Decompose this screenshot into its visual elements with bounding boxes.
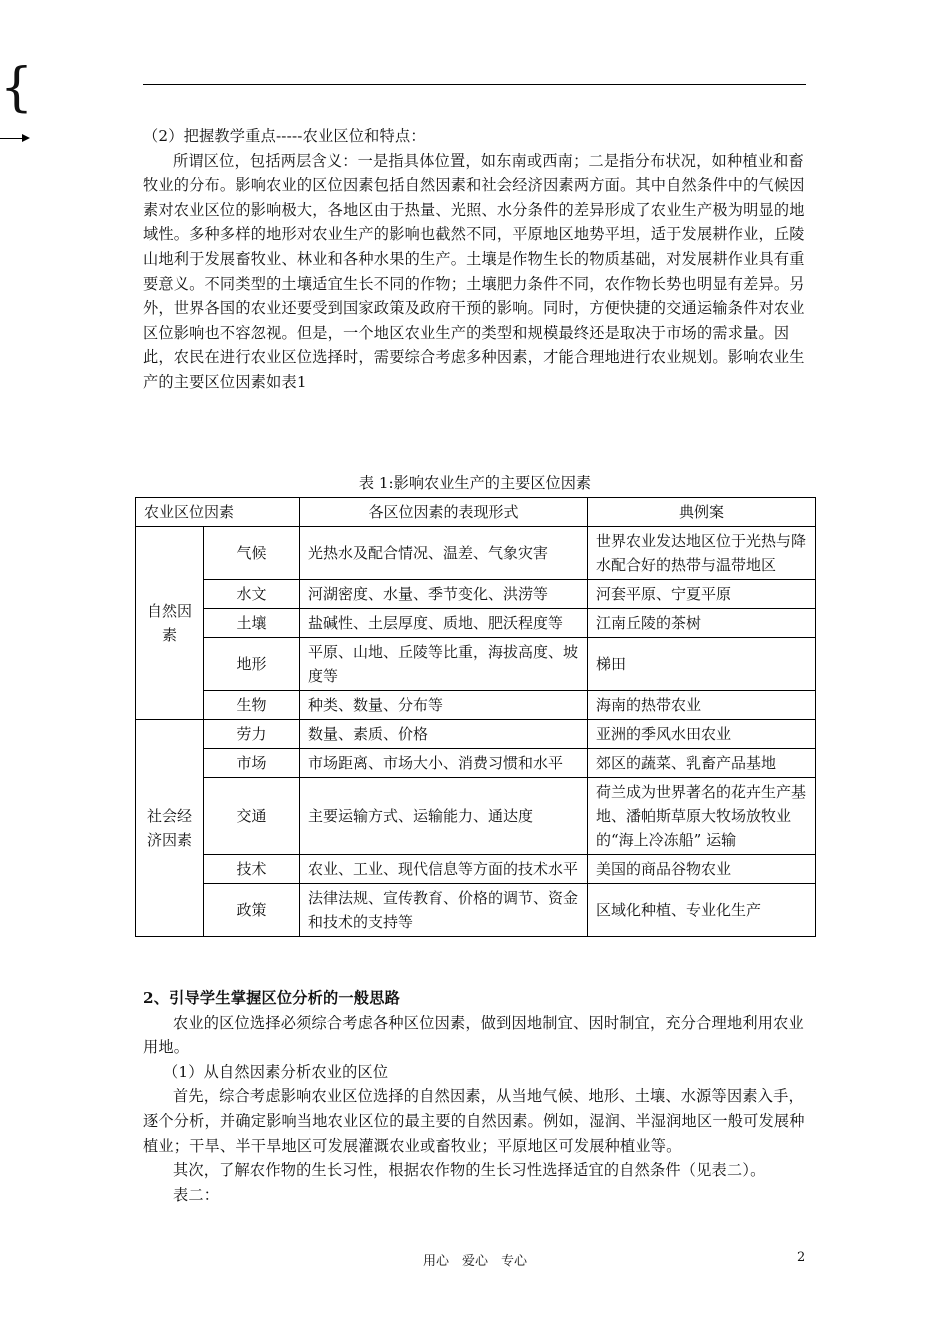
form-cell: 光热水及配合情况、温差、气象灾害: [300, 527, 588, 580]
example-cell: 世界农业发达地区位于光热与降水配合好的热带与温带地区: [588, 527, 816, 580]
factor-cell: 生物: [204, 691, 300, 720]
form-cell: 法律法规、宣传教育、价格的调节、资金和技术的支持等: [300, 884, 588, 937]
table2-label: 表二：: [173, 1185, 220, 1204]
example-cell: 河套平原、宁夏平原: [588, 580, 816, 609]
table-row: [136, 527, 816, 580]
header-example: 典例案: [588, 498, 816, 527]
header-rule: [143, 84, 806, 85]
factor-cell: 地形: [204, 638, 300, 691]
example-cell: 亚洲的季风水田农业: [588, 720, 816, 749]
example-cell: 美国的商品谷物农业: [588, 855, 816, 884]
form-cell: 平原、山地、丘陵等比重，海拔高度、坡度等: [300, 638, 588, 691]
section2-paragraph: 农业的区位选择必须综合考虑各种区位因素，做到因地制宜、因时制宜，充分合理地利用农业用地。: [143, 1013, 804, 1057]
factor-cell: 政策: [204, 884, 300, 937]
section2: [143, 986, 813, 1207]
table1-caption: 表 1:影响农业生产的主要区位因素: [358, 474, 592, 492]
example-cell: 海南的热带农业: [588, 691, 816, 720]
brace-mark: {: [0, 58, 34, 118]
factor-cell: 水文: [204, 580, 300, 609]
form-cell: 市场距离、市场大小、消费习惯和水平: [300, 749, 588, 778]
table-row: [136, 884, 816, 937]
section2-para-second: 其次，了解农作物的生长习性，根据农作物的生长习性选择适宜的自然条件（见表二）。: [173, 1161, 766, 1180]
table-row: [136, 855, 816, 884]
example-cell: 郊区的蔬菜、乳畜产品基地: [588, 749, 816, 778]
section2-heading: 2、引导学生掌握区位分析的一般思路: [143, 989, 400, 1007]
footer-motto: 用心 爱心 专心: [422, 1254, 527, 1269]
header-factor: 农业区位因素: [136, 498, 300, 527]
form-cell: 农业、工业、现代信息等方面的技术水平: [300, 855, 588, 884]
factor-cell: 市场: [204, 749, 300, 778]
natural-group-cell: 自然因素: [136, 527, 204, 720]
table-row: [136, 609, 816, 638]
form-cell: 数量、素质、价格: [300, 720, 588, 749]
example-cell: 区域化种植、专业化生产: [588, 884, 816, 937]
factor-cell: 土壤: [204, 609, 300, 638]
example-cell: 荷兰成为世界著名的花卉生产基地、潘帕斯草原大牧场放牧业的“海上冷冻船” 运输: [588, 778, 816, 855]
form-cell: 种类、数量、分布等: [300, 691, 588, 720]
table-row: [136, 691, 816, 720]
point-title: （2）把握教学重点-----农业区位和特点：: [143, 127, 426, 145]
factor-cell: 交通: [204, 778, 300, 855]
factor-cell: 劳力: [204, 720, 300, 749]
example-cell: 梯田: [588, 638, 816, 691]
arrow-mark: [0, 138, 28, 139]
table-header-row: [136, 498, 816, 527]
factor-cell: 技术: [204, 855, 300, 884]
table-row: [136, 580, 816, 609]
section2-subheading: （1）从自然因素分析农业的区位: [163, 1062, 389, 1081]
table-row: [136, 778, 816, 855]
factor-cell: 气候: [204, 527, 300, 580]
factors-table: [135, 497, 816, 937]
form-cell: 河湖密度、水量、季节变化、洪涝等: [300, 580, 588, 609]
page-number: 2: [797, 1250, 806, 1265]
table-row: [136, 749, 816, 778]
social-group-cell: 社会经济因素: [136, 720, 204, 937]
header-form: 各区位因素的表现形式: [300, 498, 588, 527]
intro-paragraph: 所谓区位，包括两层含义：一是指具体位置，如东南或西南；二是指分布状况，如种植业和畜牧业的分布。影响农业的区位因素包括自然因素和社会经济因素两方面。其中自然条件中的气候因素对农业区位的影响极大，各地区由于热量、光照、水分条件的差异形成了农业生产极为明显的地域性。多种多样的地形对农业生产的影响也截然不同，平原地区地势平坦，适于发展耕作业，丘陵山地利于发展畜牧业、林业和各种水果的生产。土壤是作物生长的物质基础，对发展耕作业具有重要意义。不同类型的土壤适宜生长不同的作物；土壤肥力条件不同，农作物长势也明显有差异。另外，世界各国的农业还要受到国家政策及政府干预的影响。同时，方便快捷的交通运输条件对农业区位影响也不容忽视。但是，一个地区农业生产的类型和规模最终还是取决于市场的需求量。因此，农民在进行农业区位选择时，需要综合考虑多种因素，才能合理地进行农业规划。影响农业生产的主要区位因素如表1: [143, 151, 805, 391]
table-row: [136, 720, 816, 749]
form-cell: 主要运输方式、运输能力、通达度: [300, 778, 588, 855]
intro-section: [143, 124, 813, 395]
example-cell: 江南丘陵的茶树: [588, 609, 816, 638]
section2-para-first: 首先，综合考虑影响农业区位选择的自然因素，从当地气候、地形、土壤、水源等因素入手，逐个分析，并确定影响当地农业区位的最主要的自然因素。例如，湿润、半湿润地区一般可发展种植业；干旱、半干旱地区可发展灌溉农业或畜牧业；平原地区可发展种植业等。: [143, 1087, 805, 1155]
form-cell: 盐碱性、土层厚度、质地、肥沃程度等: [300, 609, 588, 638]
table-row: [136, 638, 816, 691]
